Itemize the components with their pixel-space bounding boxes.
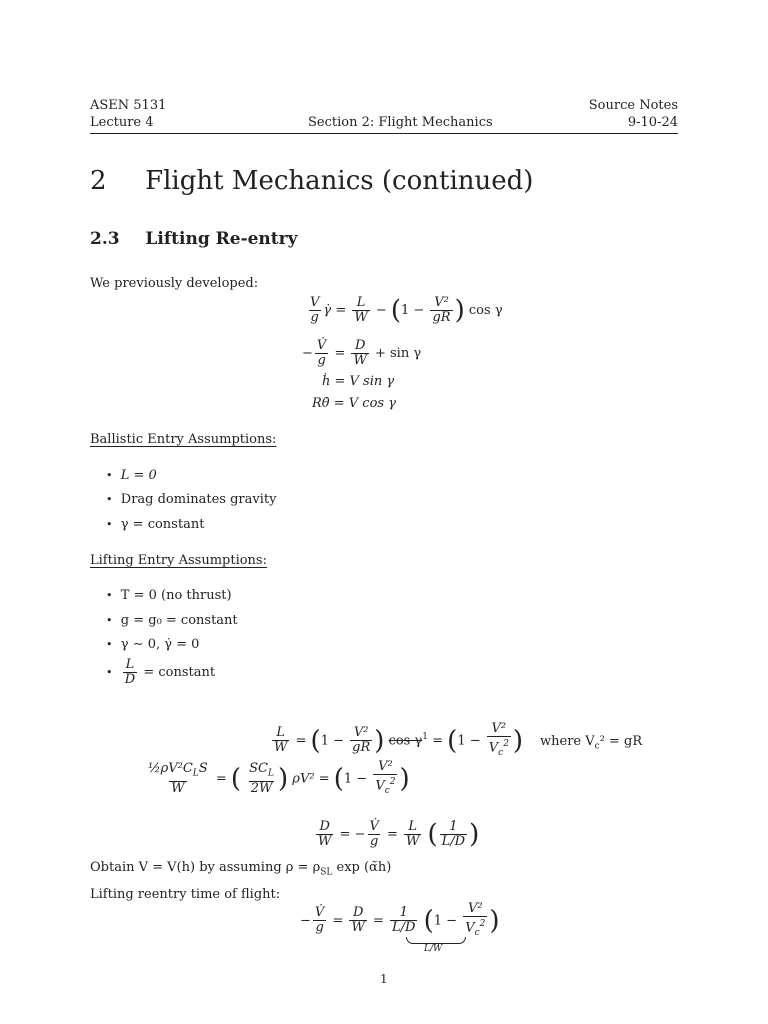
eq-altitude-rate: ḣ = V sin γ xyxy=(322,374,395,389)
eq-lift-coefficient: $\frac{\frac{1}{2}\rho V^2C_LS}{W}$ = ( $\frac{SC_L}{2W}$ ) ρV² = (1 − $\frac{\text{V²}}{V_c^2}$ ) xyxy=(148,759,410,796)
subsection-number: 2.3 xyxy=(90,229,120,249)
obtain-text: Obtain V = V(h) by assuming $\rho = \rho_{SL}$ exp (α̃h) xyxy=(90,860,392,878)
circular-velocity-def: where $V_c^2$ = gR xyxy=(540,734,643,752)
lifting-item: • g = g₀ = constant xyxy=(106,613,238,628)
lifting-item: • T = 0 (no thrust) xyxy=(106,588,232,603)
header-rule xyxy=(90,133,678,134)
ballistic-item: • γ = constant xyxy=(106,517,205,532)
eq-range-rate: Rθ̇ = V cos γ xyxy=(312,396,396,411)
notes-type: Source Notes xyxy=(588,98,678,113)
intro-text: We previously developed: xyxy=(90,276,259,291)
ballistic-item: • Drag dominates gravity xyxy=(106,492,277,507)
lifting-item: • $\frac{L}{D}$ = constant xyxy=(106,657,216,687)
section-title: Flight Mechanics (continued) xyxy=(145,166,534,196)
section-number: 2 xyxy=(90,166,107,196)
eq-drag-ratio: $\frac{D}{W}$ = − $\frac{V̇}{g}$ = $\frac{L}{W}$ ( $\frac{1}{L/D}$ ) xyxy=(318,819,480,850)
eq-lift-balance: $\frac{L}{W}$ = (1 − $\frac{\text{V²}}{gR}$ ) $\cos \gamma^1 = (1$ − $\frac{\text{V²}}{V_c^2}$ ) xyxy=(274,721,524,758)
underbrace xyxy=(406,937,466,944)
eq-velocity: − $\frac{V̇}{g}$ = $\frac{D}{W}$ + sin γ xyxy=(302,338,422,368)
ballistic-item: • L = 0 xyxy=(106,468,157,483)
eq-flight-path: $\frac{V}{g}$ γ̇ = $\frac{L}{W}$ − (1 − $\frac{\text{V²}}{gR}$ ) cos γ xyxy=(310,295,503,326)
underbrace-label: L/W xyxy=(424,944,443,954)
lecture-number: Lecture 4 xyxy=(90,115,154,130)
section-heading xyxy=(90,166,533,196)
time-of-flight-label: Lifting reentry time of flight: xyxy=(90,887,281,902)
ballistic-heading: Ballistic Entry Assumptions: xyxy=(90,432,277,447)
header-date: 9-10-24 xyxy=(627,115,678,130)
course-code: ASEN 5131 xyxy=(90,98,167,113)
subsection-heading xyxy=(90,229,297,249)
lifting-heading: Lifting Entry Assumptions: xyxy=(90,553,267,568)
subsection-title: Lifting Re-entry xyxy=(145,229,298,249)
eq-time-of-flight: − $\frac{V̇}{g}$ = $\frac{D}{W}$ = $\frac{1}{L/D}$ (1 − $\frac{\text{V²}}{V_c^2}$ ) xyxy=(300,901,500,938)
header-section: Section 2: Flight Mechanics xyxy=(308,115,493,130)
page-number: 1 xyxy=(380,972,388,986)
lifting-item: • γ ∼ 0, γ̇ = 0 xyxy=(106,637,200,652)
